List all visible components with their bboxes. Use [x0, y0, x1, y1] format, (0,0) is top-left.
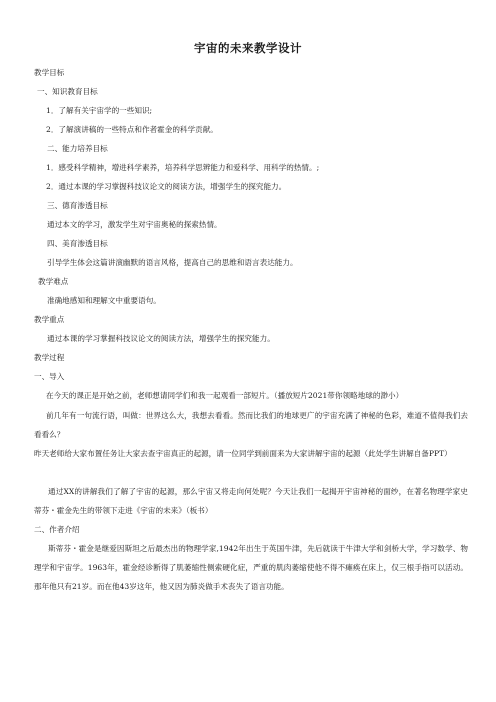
section-heading-teaching-goals: 教学目标: [34, 68, 65, 77]
section-heading-process: 教学过程: [34, 353, 65, 362]
subheading-introduction: 一、导入: [34, 372, 65, 381]
knowledge-goal-1: 1．了解有关宇宙学的一些知识;: [46, 106, 153, 115]
page-title: 宇宙的未来教学设计: [194, 41, 302, 55]
subheading-aesthetic-goals: 四、美育渗透目标: [47, 239, 108, 248]
ability-goal-1: 1．感受科学精神，增进科学素养，培养科学思辨能力和爱科学、用科学的热情。;: [46, 163, 320, 172]
author-paragraph: 斯蒂芬・霍金是继爱因斯坦之后最杰出的物理学家,1942年出生于英国牛津，先后就读于牛津大学和剑桥大学，学习数学、物理学和宇宙学。1963年，霍金经诊断得了肌萎缩性侧索硬化症，严重的肌肉萎缩使他不得不瘫痪在床上，仅三根手指可以活动。那年他只有21岁。而在他43岁这年，他又因为肺炎做手术丧失了语言功能。: [34, 544, 468, 591]
section-heading-difficulty: 教学难点: [38, 277, 69, 286]
subheading-ability-goals: 二、能力培养目标: [47, 144, 108, 153]
aesthetic-goal-text: 引导学生体会这篇讲演幽默的语言风格，提高自己的思维和语言表达能力。: [47, 258, 298, 267]
difficulty-text: 准确地感知和理解文中重要语句。: [47, 296, 161, 305]
intro-paragraph-3: 昨天老师给大家布置任务让大家去查宇宙真正的起源，请一位同学到前面来为大家讲解宇宙的起源（此处学生讲解自备PPT）: [34, 449, 452, 458]
knowledge-goal-2: 2．了解演讲稿的一些特点和作者霍金的科学贡献。: [46, 125, 218, 134]
subheading-moral-goals: 三、德育渗透目标: [47, 201, 108, 210]
section-heading-key-points: 教学重点: [34, 315, 65, 324]
moral-goal-text: 通过本文的学习，激发学生对宇宙奥秘的探索热情。: [47, 220, 222, 229]
intro-paragraph-2: 前几年有一句流行语，叫做：世界这么大，我想去看看。然而比我们的地球更广的宇宙充满了神秘的色彩，难道不值得我们去看看么？: [34, 411, 468, 439]
subheading-author-intro: 二、作者介绍: [34, 525, 80, 534]
subheading-knowledge-goals: 一、知识教育目标: [37, 87, 98, 96]
intro-paragraph-1: 在今天的课正是开始之前，老师想请同学们和我一起观看一部短片。（播放短片2021带你领略地球的渺小）: [46, 391, 404, 400]
intro-paragraph-4: 通过XX的讲解我们了解了宇宙的起源，那么宇宙又将走向何处呢？今天让我们一起揭开宇宙神秘的面纱，在著名物理学家史蒂芬・霍金先生的带领下走进《宇宙的未来》（板书）: [34, 487, 468, 515]
ability-goal-2: 2．通过本课的学习掌握科技议论文的阅读方法，增强学生的探究能力。: [46, 182, 287, 191]
key-points-text: 通过本课的学习掌握科技议论文的阅读方法，增强学生的探究能力。: [47, 334, 275, 343]
